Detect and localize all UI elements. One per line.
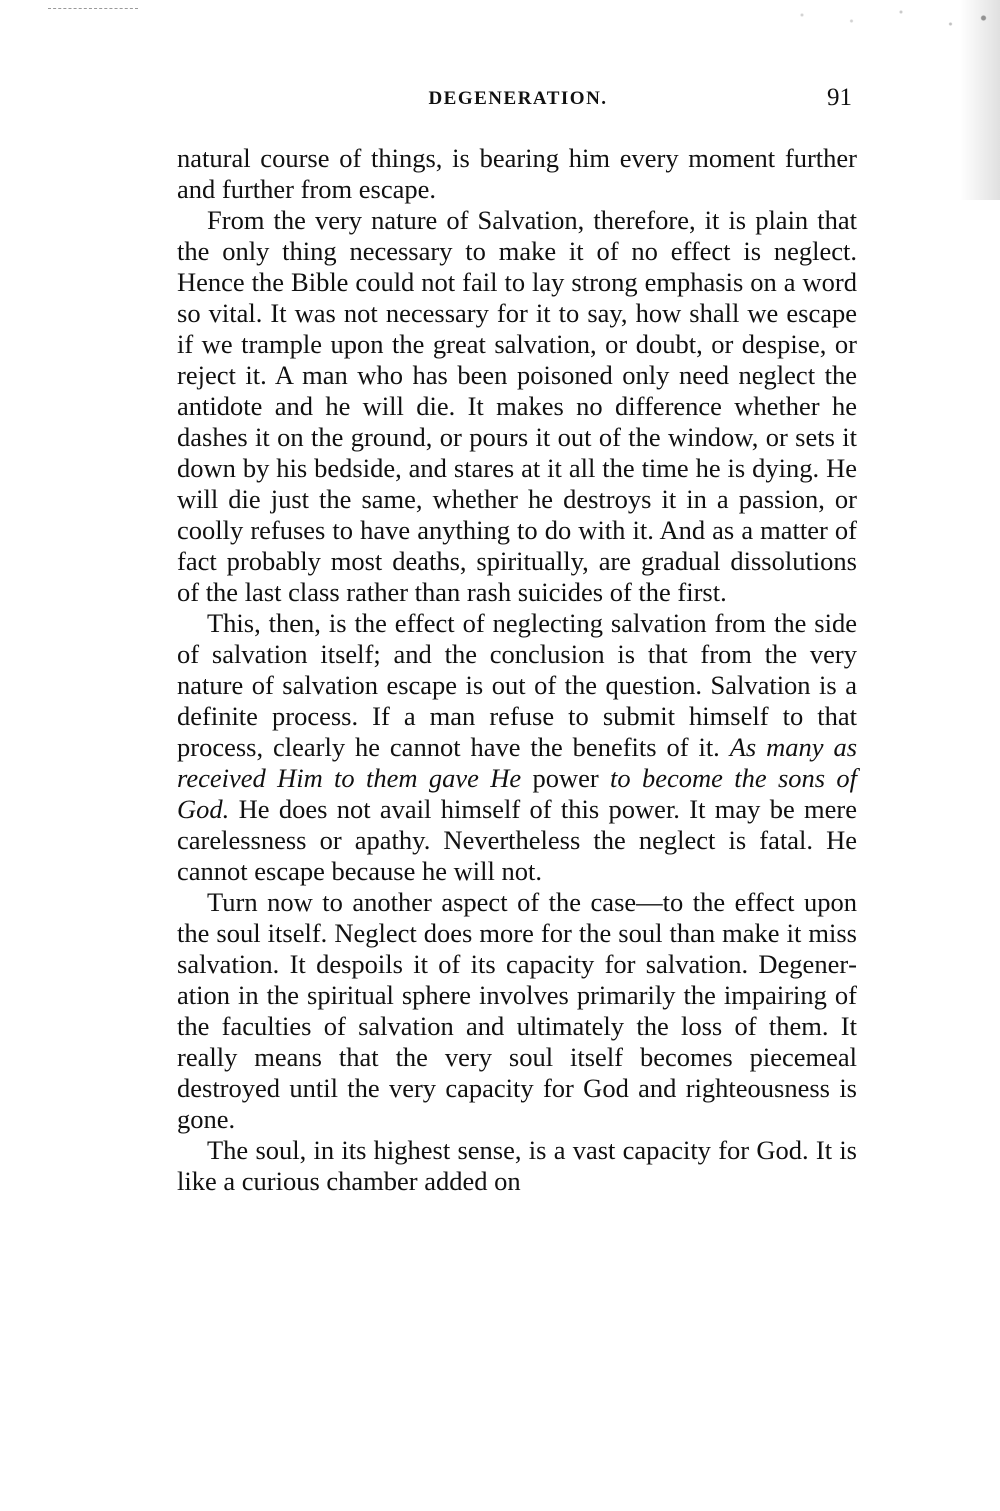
page-number: 91 (827, 84, 852, 111)
scan-top-mark (48, 8, 138, 9)
body-text (177, 143, 857, 1197)
paragraph-4: Turn now to another aspect of the case—to the effect upon the soul itself. Neglect does more for the soul than make it miss salvation. It despoils it of its capacity for salvation. Degeneration in the spiritual sphere involves primarily the impairing of the faculties of salvation and ultimately the loss of them. It really means that the very soul itself becomes piecemeal destroyed until the very capacity for God and righteousness is gone. (177, 887, 857, 1134)
paragraph-1: natural course of things, is bearing him every moment further and further from escape. (177, 143, 857, 204)
paragraph-3 (177, 608, 857, 887)
paragraph-3-text-e: He does not avail himself of this power. It may be mere carelessness or apathy. Nevertheless the neglect is fatal. He cannot escape because he will not. (177, 794, 858, 886)
paragraph-3-text-a: This, then, is the effect of neglecting salvation from the side of salvation itself; and the conclusion is that from the very nature of salvation escape is out of the question. Salvation is a definite process. If a man refuse to submit himself to that process, clearly he cannot have the benefits of it. (177, 608, 857, 762)
page-header (178, 84, 858, 114)
scripture-quote-2: to become the sons of God. (177, 763, 858, 824)
paragraph-3-text-c: power (532, 763, 599, 793)
scan-edge-shadow (960, 0, 1000, 200)
paragraph-2: From the very nature of Salvation, therefore, it is plain that the only thing necessary to make it of no effect is neglect. Hence the Bible could not fail to lay strong emphasis on a word so vital. It was not necessary for it to say, how shall we escape if we trample upon the great salvation, or doubt, or despise, or reject it. A man who has been poisoned only need neglect the antidote and he will die. It makes no difference whether he dashes it on the ground, or pours it out of the window, or sets it down by his bedside, and stares at it all the time he is dying. He will die just the same, whether he destroys it in a passion, or coolly refuses to have anything to do with it. And as a matter of fact probably most deaths, spiritually, are gradual dissolutions of the last class rather than rash suicides of the first. (177, 205, 857, 607)
scan-artifact (670, 0, 1000, 60)
scripture-quote-1: As many as received Him to them gave He (177, 732, 858, 793)
running-title: DEGENERATION. (428, 88, 608, 109)
paragraph-5: The soul, in its highest sense, is a vast capacity for God. It is like a curious chamber added on (177, 1135, 857, 1196)
